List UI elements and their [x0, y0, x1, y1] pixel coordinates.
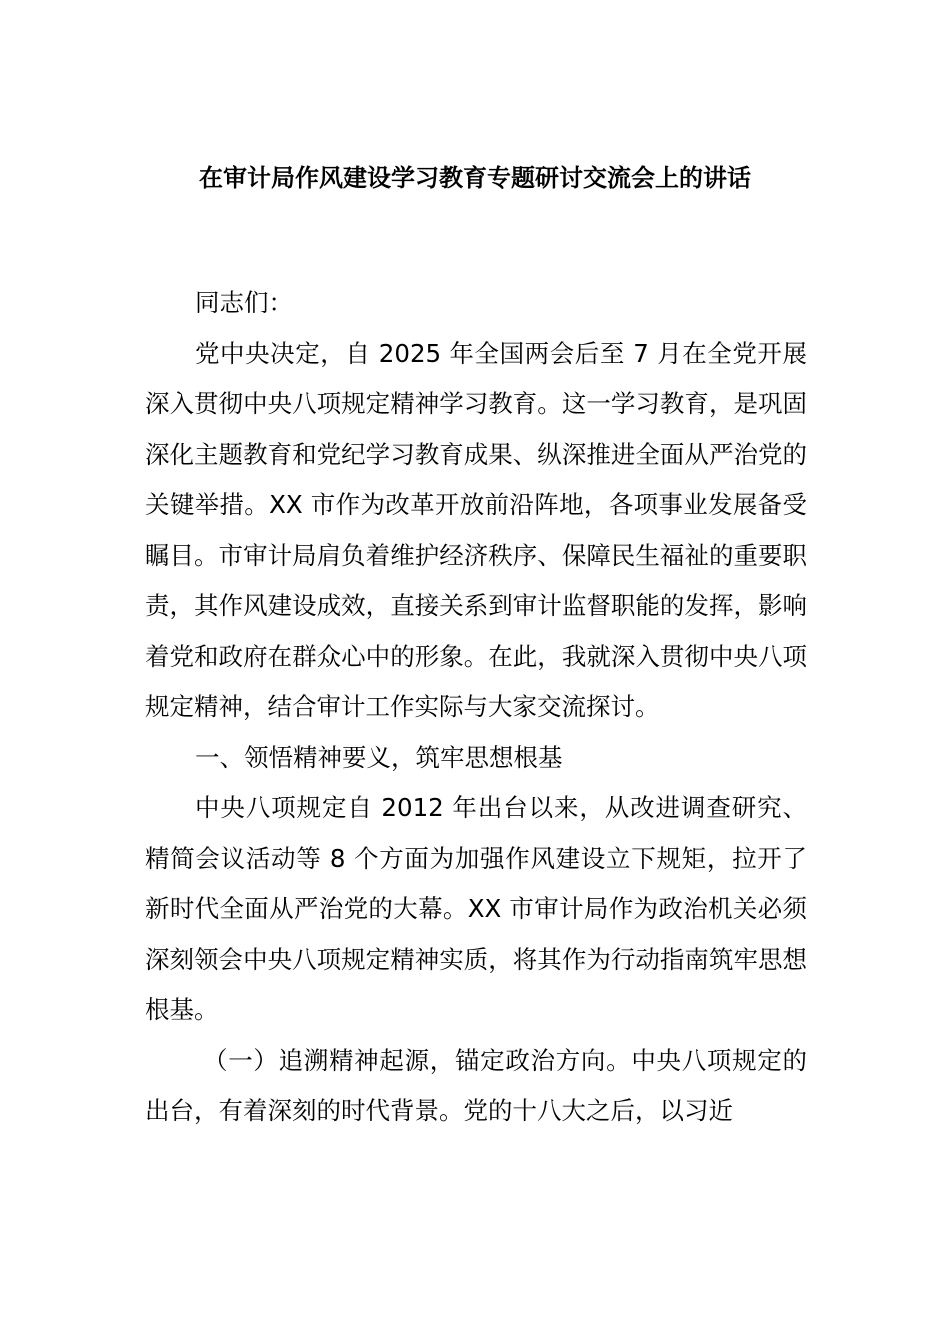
paragraph-section-1: 中央八项规定自 2012 年出台以来，从改进调查研究、精简会议活动等 8 个方面为加强作风建设立下规矩，拉开了新时代全面从严治党的大幕。XX 市审计局作为政治机关必须深刻领会中央八项规定精神实质，将其作为行动指南筑牢思想根基。: [145, 793, 807, 1024]
paragraph-intro: 党中央决定，自 2025 年全国两会后至 7 月在全党开展深入贯彻中央八项规定精神学习教育。这一学习教育，是巩固深化主题教育和党纪学习教育成果、纵深推进全面从严治党的关键举措。XX 市作为改革开放前沿阵地，各项事业发展备受瞩目。市审计局肩负着维护经济秩序、保障民生福祉的重要职责，其作风建设成效，直接关系到审计监督职能的发挥，影响着党和政府在群众心中的形象。在此，我就深入贯彻中央八项规定精神，结合审计工作实际与大家交流探讨。: [145, 338, 807, 721]
section-heading-1: 一、领悟精神要义，筑牢思想根基: [195, 742, 563, 772]
document-body: [145, 278, 807, 1137]
greeting: 同志们：: [195, 288, 293, 317]
subsection-1-1: （一）追溯精神起源，锚定政治方向。中央八项规定的出台，有着深刻的时代背景。党的十八大之后，以习近: [145, 1045, 807, 1125]
document-title: 在审计局作风建设学习教育专题研讨交流会上的讲话: [199, 164, 751, 192]
